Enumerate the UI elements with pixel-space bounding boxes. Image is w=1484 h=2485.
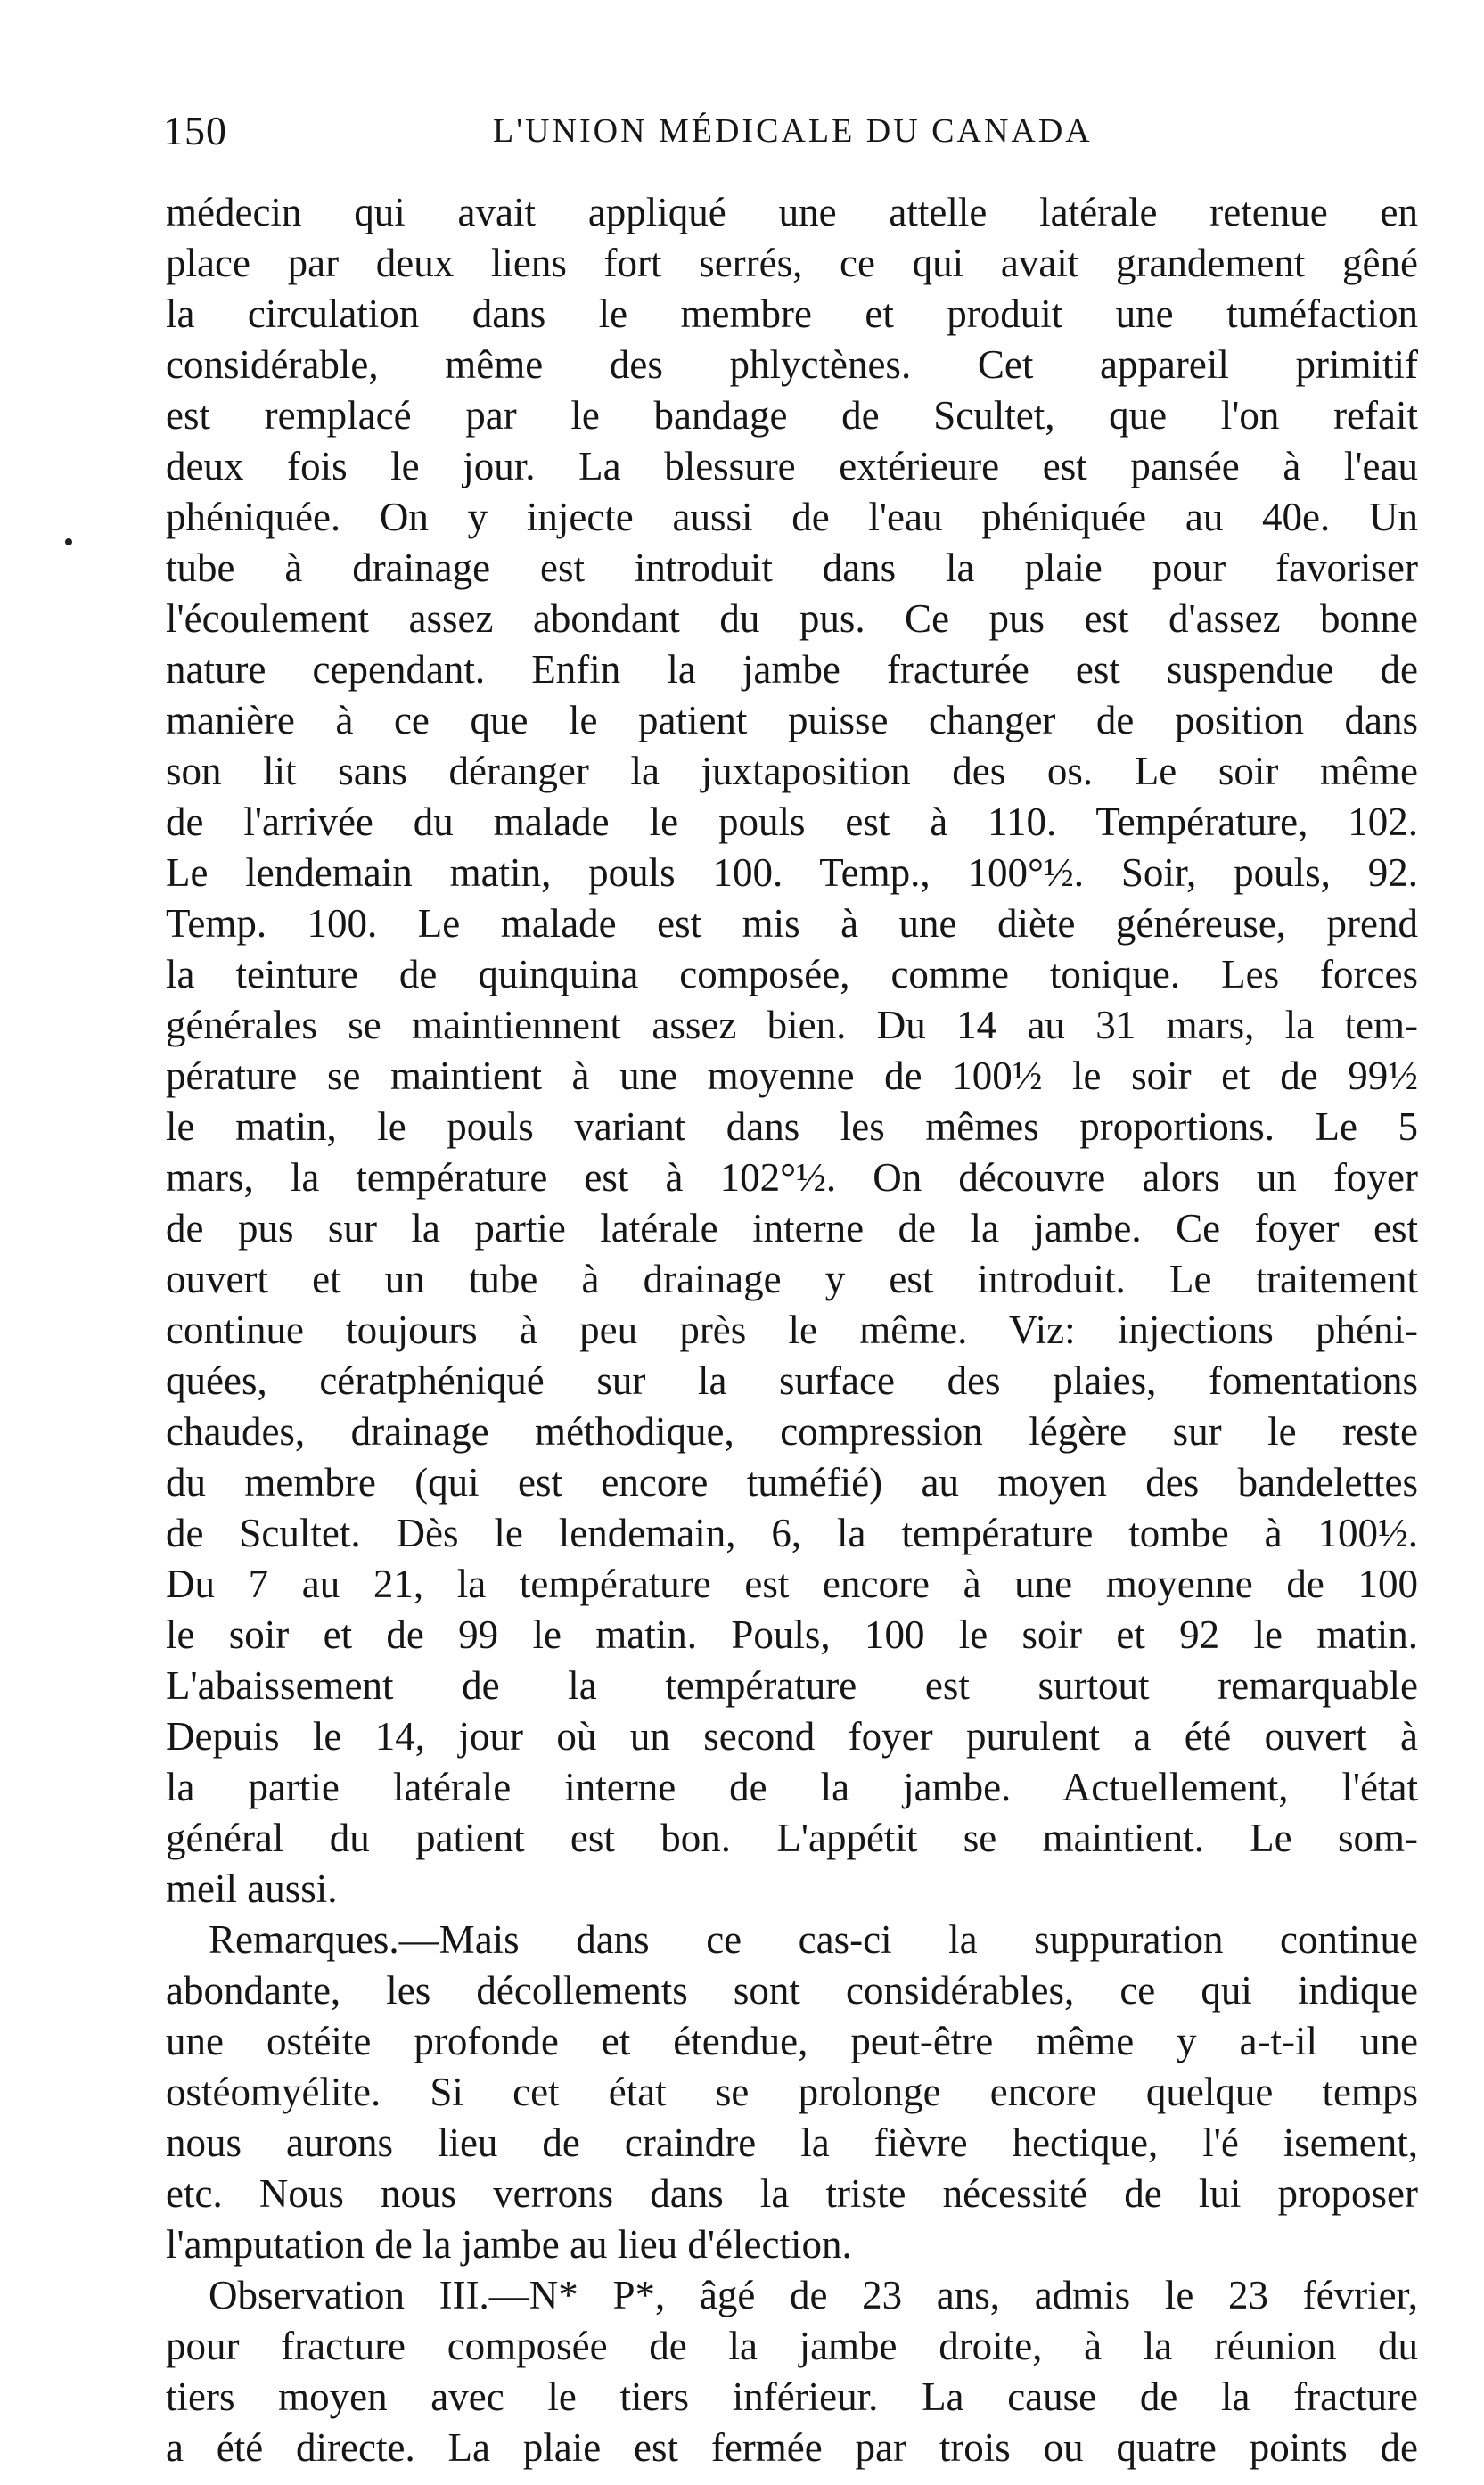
text-line: tube à drainage est introduit dans la plaie pour favoriser xyxy=(166,545,1418,590)
text-line: abondante, les décollements sont considérables, ce qui indique xyxy=(166,1968,1418,2013)
text-line: le soir et de 99 le matin. Pouls, 100 le soir et 92 le matin. xyxy=(166,1612,1418,1657)
text-line: son lit sans déranger la juxtaposition des os. Le soir même xyxy=(166,749,1418,793)
text-line: la teinture de quinquina composée, comme tonique. Les forces xyxy=(166,952,1418,996)
text-line: nature cependant. Enfin la jambe fracturée est suspendue de xyxy=(166,647,1418,692)
text-line: manière à ce que le patient puisse changer de position dans xyxy=(166,698,1418,742)
text-line: pour fracture composée de la jambe droite, à la réunion du xyxy=(166,2324,1418,2368)
running-head xyxy=(163,100,1415,162)
text-line: considérable, même des phlyctènes. Cet appareil primitif xyxy=(166,342,1418,387)
text-line: la circulation dans le membre et produit une tuméfaction xyxy=(166,291,1418,336)
text-line: général du patient est bon. L'appétit se maintient. Le som- xyxy=(166,1816,1418,1860)
text-line: Remarques.—Mais dans ce cas-ci la suppuration continue xyxy=(209,1917,1418,1962)
text-line: générales se maintiennent assez bien. Du 14 au 31 mars, la tem- xyxy=(166,1003,1418,1047)
text-line: la partie latérale interne de la jambe. Actuellement, l'état xyxy=(166,1765,1418,1809)
text-line: de Scultet. Dès le lendemain, 6, la température tombe à 100½. xyxy=(166,1511,1418,1555)
text-line: de pus sur la partie latérale interne de la jambe. Ce foyer est xyxy=(166,1206,1418,1251)
text-line: Observation III.—N* P*, âgé de 23 ans, admis le 23 février, xyxy=(209,2273,1418,2317)
text-line: tiers moyen avec le tiers inférieur. La cause de la fracture xyxy=(166,2374,1418,2419)
text-line: l'écoulement assez abondant du pus. Ce pus est d'assez bonne xyxy=(166,596,1418,641)
text-line: de l'arrivée du malade le pouls est à 110. Température, 102. xyxy=(166,800,1418,844)
text-line: ouvert et un tube à drainage y est introduit. Le traitement xyxy=(166,1257,1418,1301)
text-line: deux fois le jour. La blessure extérieure est pansée à l'eau xyxy=(166,444,1418,488)
text-line: est remplacé par le bandage de Scultet, que l'on refait xyxy=(166,393,1418,438)
text-line: Du 7 au 21, la température est encore à une moyenne de 100 xyxy=(166,1562,1418,1606)
text-line: Temp. 100. Le malade est mis à une diète généreuse, prend xyxy=(166,901,1418,946)
text-line: meil aussi. xyxy=(166,1866,338,1911)
text-line: médecin qui avait appliqué une attelle latérale retenue en xyxy=(166,190,1418,234)
text-line: mars, la température est à 102°½. On découvre alors un foyer xyxy=(166,1155,1418,1200)
text-line: continue toujours à peu près le même. Viz: injections phéni- xyxy=(166,1308,1418,1352)
text-line: pérature se maintient à une moyenne de 100½ le soir et de 99½ xyxy=(166,1054,1418,1098)
text-line: quées, cératphéniqué sur la surface des plaies, fomentations xyxy=(166,1358,1418,1403)
text-line: etc. Nous nous verrons dans la triste nécessité de lui proposer xyxy=(166,2171,1418,2216)
body-text xyxy=(166,187,1418,2473)
text-line: phéniquée. On y injecte aussi de l'eau phéniquée au 40e. Un xyxy=(166,495,1418,539)
text-line: une ostéite profonde et étendue, peut-être même y a-t-il une xyxy=(166,2019,1418,2063)
text-line: ostéomyélite. Si cet état se prolonge encore quelque temps xyxy=(166,2070,1418,2114)
text-line: place par deux liens fort serrés, ce qui avait grandement gêné xyxy=(166,241,1418,285)
text-line: L'abaissement de la température est surtout remarquable xyxy=(166,1663,1418,1708)
text-line: nous aurons lieu de craindre la fièvre hectique, l'é isement, xyxy=(166,2120,1418,2165)
journal-title: L'UNION MÉDICALE DU CANADA xyxy=(493,112,1093,150)
text-line: le matin, le pouls variant dans les mêmes proportions. Le 5 xyxy=(166,1104,1418,1149)
text-line: du membre (qui est encore tuméfié) au moyen des bandelettes xyxy=(166,1460,1418,1505)
page-number: 150 xyxy=(163,108,227,153)
text-line: a été directe. La plaie est fermée par trois ou quatre points de xyxy=(166,2425,1418,2470)
text-line: l'amputation de la jambe au lieu d'élection. xyxy=(166,2222,852,2267)
text-line: Depuis le 14, jour où un second foyer purulent a été ouvert à xyxy=(166,1714,1418,1759)
text-line: Le lendemain matin, pouls 100. Temp., 100°½. Soir, pouls, 92. xyxy=(166,850,1418,895)
text-line: chaudes, drainage méthodique, compression légère sur le reste xyxy=(166,1409,1418,1454)
ink-speck xyxy=(65,538,72,545)
